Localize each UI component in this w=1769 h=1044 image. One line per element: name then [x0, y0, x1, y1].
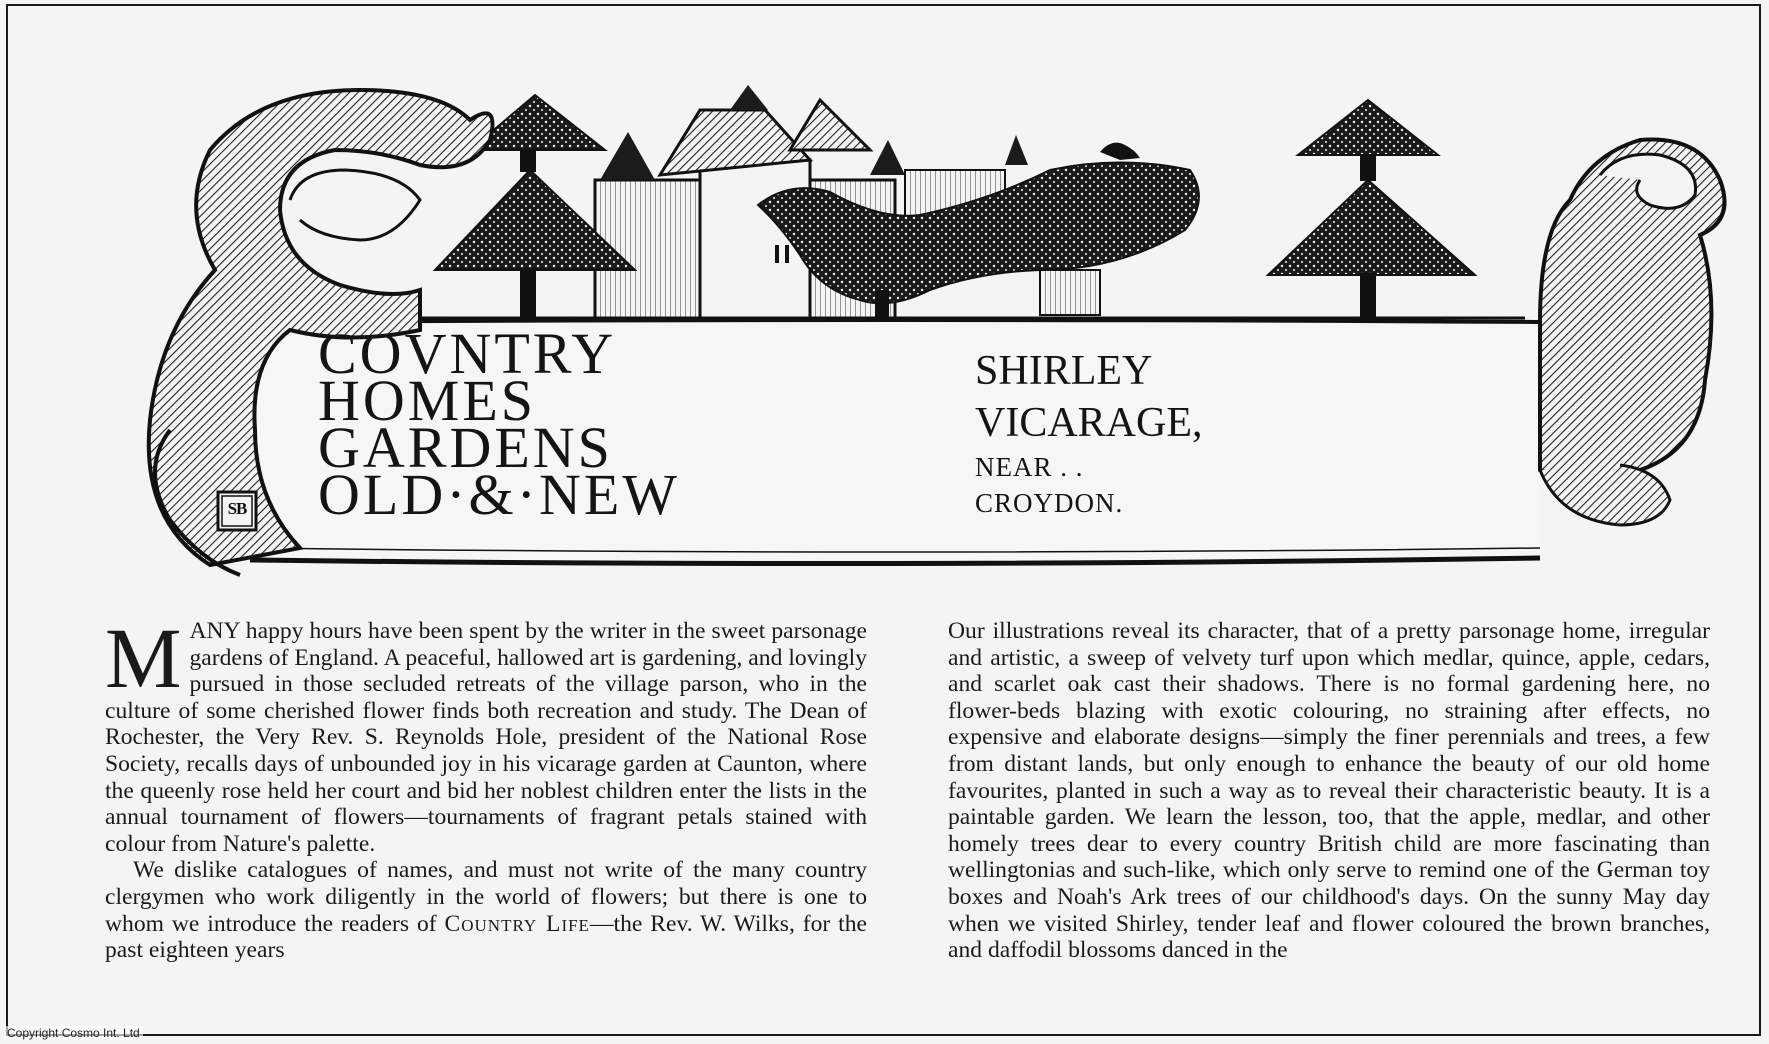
subtitle-line-4: CROYDON.: [975, 488, 1124, 518]
right-column: [948, 618, 1710, 964]
paragraph-1: [105, 610, 867, 857]
title-line-2: HOMES: [318, 368, 537, 433]
paragraph-2-end: —the Rev. W. Wilks, for the past eighteen years: [105, 910, 867, 964]
article-subtitle: [975, 345, 1315, 521]
title-line-1: COVNTRY: [318, 321, 617, 386]
paragraph-3: Our illustrations reveal its character, that of a pretty parsonage home, irregular and artistic, a sweep of velvety turf upon which medlar, quince, apple, cedars, and scarlet oak cast their shadows. There is no formal gardening here, no flower-beds blazing with exotic colouring, no straining after effects, no expensive and elaborate designs—simply the finer perennials and trees, a few from distant lands, but only enough to enhance the beauty of our old home favourites, planted in such a way as to reveal their characteristic beauty. It is a paintable garden. We learn the lesson, too, that the apple, medlar, and other homely trees dear to every country British child are more fascinating than wellingtonias and such-like, which only serve to remind one of the German toy boxes and Noah's Ark trees of our childhood's days. On the sunny May day when we visited Shirley, tender leaf and flower coloured the brown branches, and daffodil blossoms danced in the: [948, 618, 1710, 964]
subtitle-line-2: VICARAGE,: [975, 400, 1203, 446]
copyright-watermark: Copyright Cosmo Int. Ltd: [4, 1026, 143, 1040]
magazine-name: Country Life: [444, 910, 590, 937]
paragraph-1-text: ANY happy hours have been spent by the writer in the sweet parsonage gardens of England. A peaceful, hallowed art is gardening, and lovingly pursued in those secluded retreats of the village parson, who in the culture of some cherished flower finds both recreation and study. The Dean of Rochester, the Very Rev. S. Reynolds Hole, president of the National Rose Society, recalls days of unbounded joy in his vicarage garden at Caunton, where the queenly rose held her court and bid her noblest children enter the lists in the annual tournament of flowers—tournaments of fragrant petals stained with colour from Nature's palette.: [105, 618, 867, 857]
series-title: [318, 321, 738, 527]
subtitle-line-1: SHIRLEY: [975, 348, 1153, 394]
monogram-label: SB: [227, 499, 247, 518]
drop-cap: M: [105, 610, 182, 706]
right-tree-drawing: [1268, 100, 1475, 319]
paragraph-2: [105, 857, 867, 963]
paragraph-2-text: We dislike catalogues of names, and must not write of the many country clergymen who work diligently in the world of flowers; but there is one to whom we introduce the readers of: [105, 857, 867, 937]
subtitle-line-3: NEAR . .: [975, 452, 1084, 482]
title-line-3: GARDENS: [318, 415, 613, 480]
title-line-4: OLD·&·NEW: [318, 462, 681, 527]
left-column: [105, 610, 867, 964]
